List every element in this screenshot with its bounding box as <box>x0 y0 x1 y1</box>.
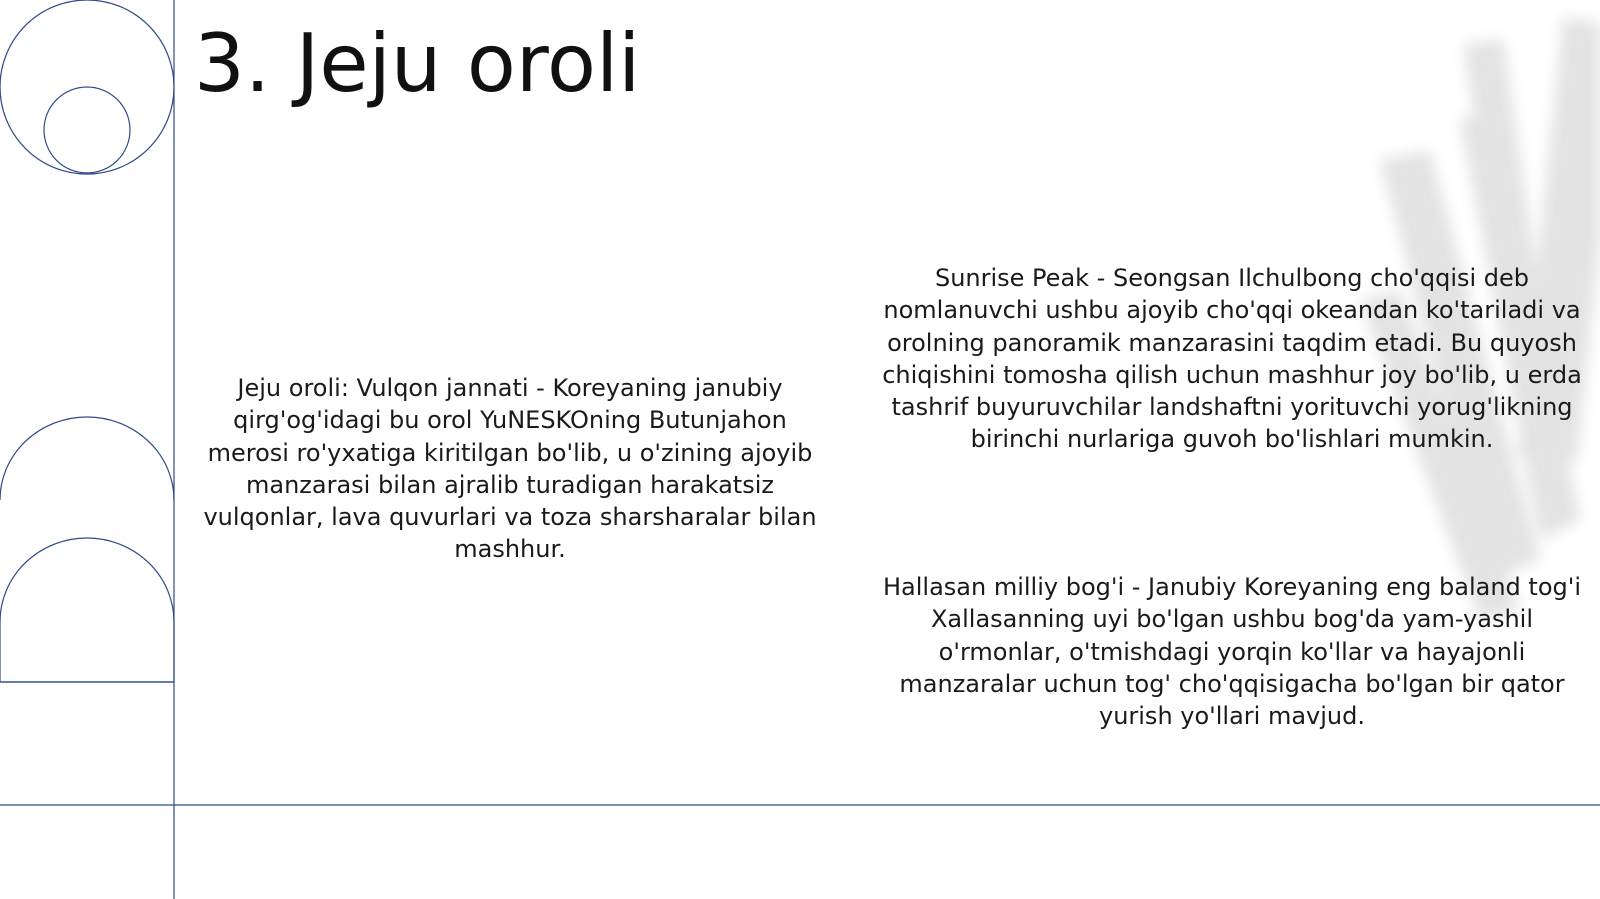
small-circle-outline <box>44 87 130 173</box>
hallasan-park-description: Hallasan milliy bog'i - Janubiy Koreyaning eng baland tog'i Xallasanning uyi bo'lgan ushbu bog'da yam-yashil o'rmonlar, o'tmishdagi yorqin ko'llar va hayajonli manzaralar uchun tog' cho'qqisigacha bo'lgan bir qator yurish yo'llari mavjud. <box>882 573 1582 731</box>
sunrise-peak-description: Sunrise Peak - Seongsan Ilchulbong cho'qqisi deb nomlanuvchi ushbu ajoyib cho'qqi okeandan ko'tariladi va orolning panoramik manzarasini taqdim etadi. Bu quyosh chiqishini tomosha qilish uchun mashhur joy bo'lib, u erda tashrif buyuruvchilar landshaftni yorituvchi yorug'likning birinchi nurlariga guvoh bo'lishlari mumkin. <box>882 264 1582 454</box>
jeju-island-description: Jeju oroli: Vulqon jannati - Koreyaning janubiy qirg'og'idagi bu orol YuNESKOning Butunjahon merosi ro'yxatiga kiritilgan bo'lib, u o'zining ajoyib manzarasi bilan ajralib turadigan harakatsiz vulqonlar, lava quvurlari va toza sharsharalar bilan mashhur. <box>203 374 817 564</box>
upper-arch-outline <box>0 417 174 500</box>
lower-arch-outline <box>0 538 174 682</box>
slide-title: 3. Jeju oroli <box>194 17 641 110</box>
